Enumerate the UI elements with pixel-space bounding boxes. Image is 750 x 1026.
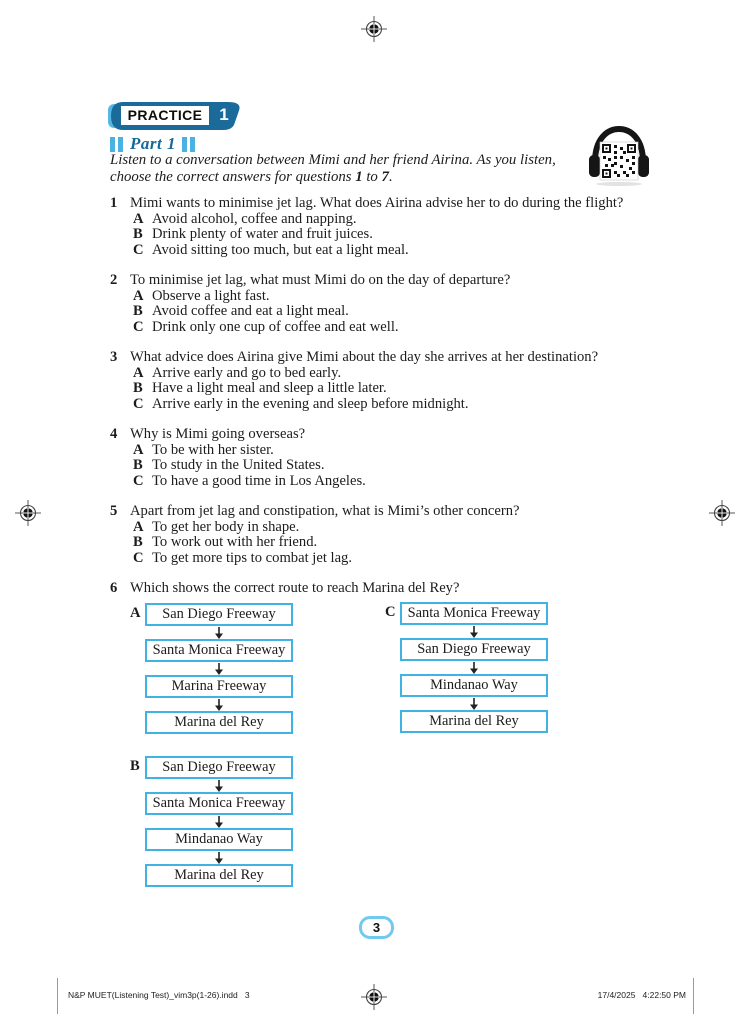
- option-letter: A: [133, 518, 144, 535]
- part-bar-icon: [118, 137, 123, 152]
- flowchart-label: C: [385, 604, 396, 620]
- option-letter: A: [133, 287, 144, 304]
- option-text: Drink plenty of water and fruit juices.: [152, 226, 373, 242]
- part-bar-icon: [110, 137, 115, 152]
- question-2-option-a: [130, 289, 650, 305]
- part-label: Part 1: [130, 134, 176, 153]
- questions-list: [110, 196, 650, 597]
- registration-mark-top: [361, 16, 387, 42]
- question-3-option-a: [130, 366, 650, 382]
- instructions-text: [110, 152, 588, 186]
- question-number: 6: [110, 580, 118, 596]
- flowchart-b-step-2: Santa Monica Freeway: [145, 792, 293, 815]
- flowchart-b-step-1: San Diego Freeway: [145, 756, 293, 779]
- registration-mark-left: [15, 500, 41, 526]
- question-text: To minimise jet lag, what must Mimi do on the day of departure?: [130, 272, 511, 288]
- option-letter: C: [133, 472, 144, 489]
- flowchart-c-step-4: Marina del Rey: [400, 710, 548, 733]
- practice-badge: [108, 101, 246, 131]
- flowchart-c-step-1: Santa Monica Freeway: [400, 602, 548, 625]
- option-text: Drink only one cup of coffee and eat well.: [152, 318, 399, 335]
- flowchart-c-step-2: San Diego Freeway: [400, 638, 548, 661]
- flowchart-a-step-1: San Diego Freeway: [145, 603, 293, 626]
- option-text: To study in the United States.: [152, 457, 325, 473]
- question-5-option-b: [130, 535, 650, 551]
- question-2: [110, 273, 650, 335]
- footer-filename: N&P MUET(Listening Test)_vim3p(1-26).indd 3: [68, 990, 250, 1000]
- flowchart-label: B: [130, 758, 140, 774]
- option-letter: A: [133, 210, 144, 227]
- down-arrow-icon: [214, 626, 224, 639]
- registration-mark-bottom: [361, 984, 387, 1010]
- option-letter: A: [133, 364, 144, 381]
- option-text: Avoid coffee and eat a light meal.: [152, 303, 349, 319]
- part-bar-icon: [182, 137, 187, 152]
- question-6-flowcharts: [110, 598, 670, 908]
- question-text: Which shows the correct route to reach Marina del Rey?: [130, 580, 460, 596]
- option-text: Have a light meal and sleep a little later.: [152, 380, 387, 396]
- question-text: What advice does Airina give Mimi about the day she arrives at her destination?: [130, 349, 599, 365]
- option-letter: B: [133, 303, 143, 319]
- option-letter: B: [133, 457, 143, 473]
- option-text: To get more tips to combat jet lag.: [152, 549, 353, 566]
- question-number: 3: [110, 349, 118, 365]
- option-letter: B: [133, 380, 143, 396]
- question-text: Mimi wants to minimise jet lag. What does Airina advise her to do during the flight?: [130, 195, 624, 211]
- question-1-option-a: [130, 212, 650, 228]
- question-6: [110, 581, 650, 597]
- option-text: Arrive early and go to bed early.: [152, 364, 342, 381]
- down-arrow-icon: [469, 625, 479, 638]
- question-4-option-a: [130, 443, 650, 459]
- crop-mark-left: [57, 978, 58, 1014]
- question-number: 2: [110, 272, 118, 288]
- question-2-option-b: [130, 304, 650, 320]
- flowchart-b-step-3: Mindanao Way: [145, 828, 293, 851]
- headphones-qr-icon: [586, 122, 652, 188]
- registration-mark-right: [709, 500, 735, 526]
- instructions-body: Listen to a conversation between Mimi and her friend Airina. As you listen, choose the correct answers for questions: [110, 152, 556, 185]
- question-1: [110, 196, 650, 258]
- down-arrow-icon: [214, 815, 224, 828]
- question-3-option-b: [130, 381, 650, 397]
- option-text: Arrive early in the evening and sleep before midnight.: [152, 395, 469, 412]
- down-arrow-icon: [469, 697, 479, 710]
- part-bar-icon: [190, 137, 195, 152]
- flowchart-a-step-4: Marina del Rey: [145, 711, 293, 734]
- option-text: To work out with her friend.: [152, 534, 318, 550]
- flowchart-a-step-3: Marina Freeway: [145, 675, 293, 698]
- flowchart-a-step-2: Santa Monica Freeway: [145, 639, 293, 662]
- down-arrow-icon: [469, 661, 479, 674]
- option-text: Avoid sitting too much, but eat a light meal.: [152, 241, 409, 258]
- option-letter: B: [133, 226, 143, 242]
- question-number: 5: [110, 503, 118, 519]
- question-number: 1: [110, 195, 118, 211]
- question-3: [110, 350, 650, 412]
- down-arrow-icon: [214, 662, 224, 675]
- question-text: Apart from jet lag and constipation, what is Mimi’s other concern?: [130, 503, 520, 519]
- instructions-period: .: [388, 168, 393, 185]
- down-arrow-icon: [214, 779, 224, 792]
- question-5-option-a: [130, 520, 650, 536]
- question-5: [110, 504, 650, 566]
- option-text: Avoid alcohol, coffee and napping.: [152, 210, 357, 227]
- flowchart-b-step-4: Marina del Rey: [145, 864, 293, 887]
- flowchart-a: [130, 603, 293, 734]
- page-number-badge: 3: [359, 916, 394, 939]
- option-text: Observe a light fast.: [152, 287, 270, 304]
- option-letter: B: [133, 534, 143, 550]
- option-letter: C: [133, 241, 144, 258]
- option-text: To be with her sister.: [152, 441, 274, 458]
- flowchart-b: [130, 756, 293, 887]
- question-5-option-c: [130, 551, 650, 567]
- option-text: To get her body in shape.: [152, 518, 300, 535]
- flowchart-c-step-3: Mindanao Way: [400, 674, 548, 697]
- question-2-option-c: [130, 320, 650, 336]
- crop-mark-right: [693, 978, 694, 1014]
- option-letter: C: [133, 318, 144, 335]
- footer-timestamp: 17/4/2025 4:22:50 PM: [597, 990, 686, 1000]
- question-4: [110, 427, 650, 489]
- question-number: 4: [110, 426, 118, 442]
- option-letter: C: [133, 549, 144, 566]
- flowchart-c: [385, 602, 548, 733]
- option-text: To have a good time in Los Angeles.: [152, 472, 366, 489]
- option-letter: C: [133, 395, 144, 412]
- option-letter: A: [133, 441, 144, 458]
- question-3-option-c: [130, 397, 650, 413]
- instructions-joiner: to: [362, 168, 382, 185]
- down-arrow-icon: [214, 698, 224, 711]
- instructions-question-from: 1: [355, 168, 363, 185]
- practice-label: PRACTICE: [121, 106, 209, 125]
- part-heading: [110, 134, 198, 154]
- flowchart-label: A: [130, 605, 141, 621]
- question-4-option-c: [130, 474, 650, 490]
- question-1-option-c: [130, 243, 650, 259]
- down-arrow-icon: [214, 851, 224, 864]
- practice-number: 1: [219, 105, 229, 124]
- instructions-question-to: 7: [381, 168, 389, 185]
- question-text: Why is Mimi going overseas?: [130, 426, 306, 442]
- question-4-option-b: [130, 458, 650, 474]
- question-1-option-b: [130, 227, 650, 243]
